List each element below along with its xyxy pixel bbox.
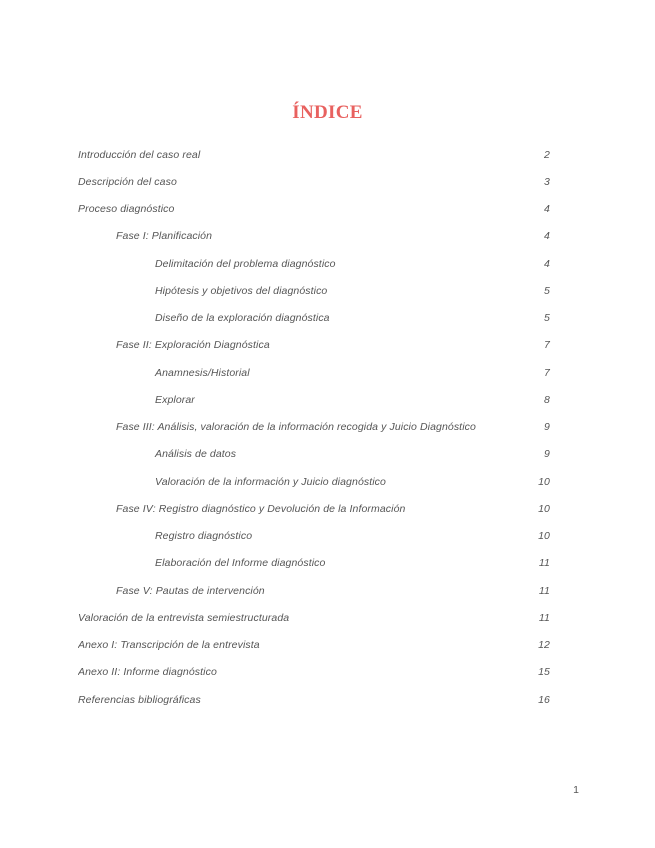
toc-entry-page: 2 (544, 148, 550, 161)
toc-entry-label: Proceso diagnóstico (78, 203, 175, 216)
toc-entry[interactable] (78, 250, 550, 277)
toc-entry[interactable] (78, 168, 550, 195)
toc-entry-label: Descripción del caso (78, 175, 177, 188)
toc-entry-page: 10 (538, 502, 550, 515)
toc-entry-page: 5 (544, 284, 550, 297)
toc-entry-label: Delimitación del problema diagnóstico (155, 257, 336, 270)
toc-entry[interactable] (78, 332, 550, 359)
toc-entry-page: 16 (538, 693, 550, 706)
toc-entry[interactable] (78, 196, 550, 223)
table-of-contents (78, 141, 550, 713)
toc-entry-label: Hipótesis y objetivos del diagnóstico (155, 284, 328, 297)
page-title: ÍNDICE (292, 102, 363, 123)
toc-entry-label: Fase II: Exploración Diagnóstica (116, 339, 270, 352)
toc-entry[interactable] (78, 604, 550, 631)
toc-entry[interactable] (78, 577, 550, 604)
toc-entry-label: Elaboración del Informe diagnóstico (155, 557, 326, 570)
toc-entry-page: 10 (538, 530, 550, 543)
toc-entry-page: 8 (544, 393, 550, 406)
toc-entry-page: 11 (538, 557, 550, 570)
toc-entry-label: Fase III: Análisis, valoración de la información recogida y Juicio Diagnóstico (116, 421, 476, 434)
toc-entry-label: Referencias bibliográficas (78, 693, 201, 706)
toc-entry-page: 11 (538, 584, 550, 597)
toc-entry-page: 5 (544, 312, 550, 325)
toc-entry-page: 4 (544, 230, 550, 243)
toc-entry-page: 7 (544, 339, 550, 352)
toc-entry-label: Introducción del caso real (78, 148, 201, 161)
toc-entry[interactable] (78, 659, 550, 686)
toc-entry-label: Diseño de la exploración diagnóstica (155, 312, 330, 325)
toc-entry[interactable] (78, 223, 550, 250)
toc-entry-page: 11 (538, 611, 550, 624)
toc-entry[interactable] (78, 386, 550, 413)
toc-entry-label: Análisis de datos (155, 448, 237, 461)
toc-entry[interactable] (78, 686, 550, 713)
toc-entry-label: Anexo II: Informe diagnóstico (78, 666, 217, 679)
toc-entry-page: 3 (544, 175, 550, 188)
toc-entry[interactable] (78, 141, 550, 168)
toc-entry-page: 10 (538, 475, 550, 488)
toc-entry-page: 12 (538, 639, 550, 652)
toc-entry-page: 7 (544, 366, 550, 379)
toc-entry[interactable] (78, 495, 550, 522)
toc-entry-label: Valoración de la entrevista semiestructurada (78, 611, 290, 624)
toc-entry-page: 4 (544, 257, 550, 270)
toc-entry-label: Valoración de la información y Juicio diagnóstico (155, 475, 386, 488)
toc-entry[interactable] (78, 468, 550, 495)
page-number: 1 (573, 784, 579, 796)
toc-entry-label: Fase I: Planificación (116, 230, 213, 243)
toc-entry-page: 4 (544, 203, 550, 216)
toc-entry[interactable] (78, 632, 550, 659)
toc-entry[interactable] (78, 305, 550, 332)
toc-entry-page: 15 (538, 666, 550, 679)
toc-entry[interactable] (78, 277, 550, 304)
toc-entry[interactable] (78, 414, 550, 441)
toc-entry[interactable] (78, 359, 550, 386)
toc-entry-page: 9 (544, 421, 550, 434)
toc-entry-label: Anamnesis/Historial (155, 366, 250, 379)
toc-entry-page: 9 (544, 448, 550, 461)
toc-entry[interactable] (78, 523, 550, 550)
toc-entry-label: Explorar (155, 393, 195, 406)
toc-entry-label: Fase V: Pautas de intervención (116, 584, 265, 597)
toc-entry-label: Registro diagnóstico (155, 530, 253, 543)
toc-entry[interactable] (78, 550, 550, 577)
toc-entry-label: Fase IV: Registro diagnóstico y Devolución de la Información (116, 502, 406, 515)
toc-entry-label: Anexo I: Transcripción de la entrevista (78, 639, 260, 652)
toc-entry[interactable] (78, 441, 550, 468)
